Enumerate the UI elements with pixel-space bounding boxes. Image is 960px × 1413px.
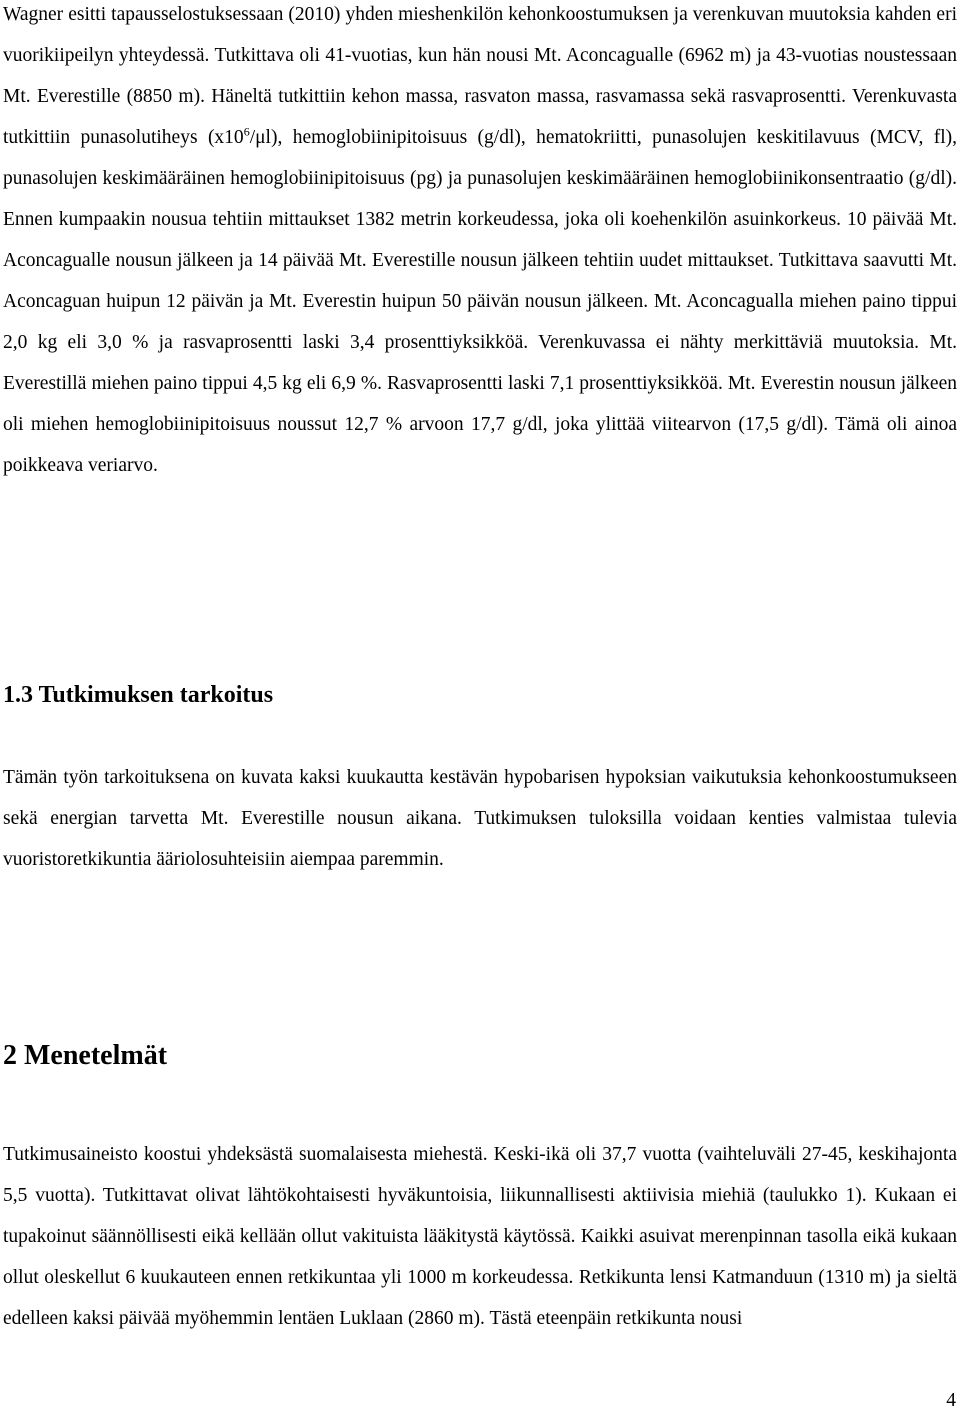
superscript-exponent: 6 — [243, 124, 250, 139]
paragraph-text: Wagner esitti tapausselostuksessaan (2010) yhden mieshenkilön kehonkoostumuksen ja verenkuvan muutoksia kahden eri vuorikiipeilyn yhteydessä. Tutkittava oli 41-vuotias, kun hän nousi Mt. Aconcagualle (6962 m) ja 43-vuotias noustessaan Mt. Everestille (8850 m). Häneltä tutkittiin kehon massa, rasvaton massa, rasvamassa sekä rasvaprosentti. Verenkuvasta tutkittiin punasolutiheys (x10 — [3, 4, 957, 148]
paragraph-methods: Tutkimusaineisto koostui yhdeksästä suomalaisesta miehestä. Keski-ikä oli 37,7 vuotta (vaihteluväli 27-45, keskihajonta 5,5 vuotta). Tutkittavat olivat lähtökohtaisesti hyväkuntoisia, liikunnallisesti aktiivisia miehiä (taulukko 1). Kukaan ei tupakoinut säännöllisesti eikä kellään ollut vakituista lääkitystä käytössä. Kaikki asuivat merenpinnan tasolla eikä kukaan ollut oleskellut 6 kuukauteen ennen retkikuntaa yli 1000 m korkeudessa. Retkikunta lensi Katmanduun (1310 m) ja sieltä edelleen kaksi päivää myöhemmin lentäen Luklaan (2860 m). Tästä eteenpäin retkikunta nousi — [3, 1144, 957, 1329]
page-number: 4 — [946, 1390, 956, 1411]
paragraph-wagner-case — [3, 0, 957, 486]
section-heading-methods: 2 Menetelmät — [3, 1040, 168, 1071]
paragraph-purpose: Tämän työn tarkoituksena on kuvata kaksi kuukautta kestävän hypobarisen hypoksian vaikutuksia kehonkoostumukseen sekä energian tarvetta Mt. Everestille nousun aikana. Tutkimuksen tuloksilla voidaan kenties valmistaa tulevia vuoristoretkikuntia ääriolosuhteisiin aiempaa paremmin. — [3, 767, 957, 870]
section-heading-purpose: 1.3 Tutkimuksen tarkoitus — [3, 682, 274, 708]
paragraph-text: /μl), hemoglobiinipitoisuus (g/dl), hematokriitti, punasolujen keskitilavuus (MCV, fl), punasolujen keskimääräinen hemoglobiinipitoisuus (pg) ja punasolujen keskimääräinen hemoglobiinikonsentraatio (g/dl). Ennen kumpaakin nousua tehtiin mittaukset 1382 metrin korkeudessa, joka oli koehenkilön asuinkorkeus. 10 päivää Mt. Aconcagualle nousun jälkeen ja 14 päivää Mt. Everestille nousun jälkeen tehtiin uudet mittaukset. Tutkittava saavutti Mt. Aconcaguan huipun 12 päivän ja Mt. Everestin huipun 50 päivän nousun jälkeen. Mt. Aconcagualla miehen paino tippui 2,0 kg eli 3,0 % ja rasvaprosentti laski 3,4 prosenttiyksikköä. Verenkuvassa ei nähty merkittäviä muutoksia. Mt. Everestillä miehen paino tippui 4,5 kg eli 6,9 %. Rasvaprosentti laski 7,1 prosenttiyksikköä. Mt. Everestin nousun jälkeen oli miehen hemoglobiinipitoisuus noussut 12,7 % arvoon 17,7 g/dl, joka ylittää viitearvon (17,5 g/dl). Tämä oli ainoa poikkeava veriarvo. — [3, 127, 957, 476]
